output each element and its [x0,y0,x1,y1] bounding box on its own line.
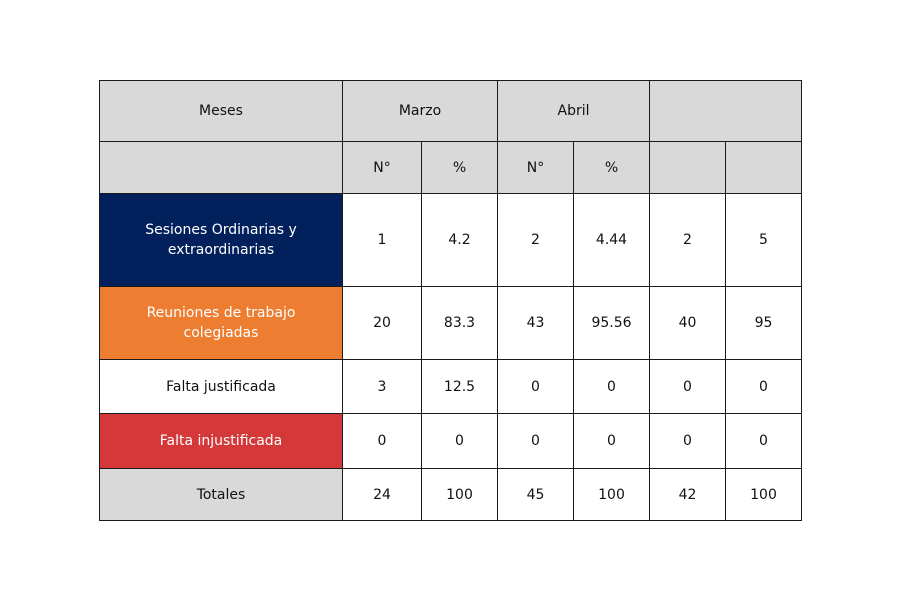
table-cell: 1 [343,194,422,287]
table-cell: 95 [726,287,802,360]
table-cell: 0 [422,414,498,469]
table-cell: 4.2 [422,194,498,287]
table-cell: 40 [650,287,726,360]
row-label-falta-injustificada: Falta injustificada [100,414,343,469]
table-cell: 5 [726,194,802,287]
subheader-cell: N° [498,142,574,194]
row-label-falta-justificada: Falta justificada [100,360,343,414]
table-row-falta-injustificada [100,414,802,469]
month-header-third [650,81,802,142]
table-cell: 0 [574,414,650,469]
totals-row [100,469,802,521]
month-header-abril: Abril [498,81,650,142]
table-row-sesiones [100,194,802,287]
table-cell: 3 [343,360,422,414]
table-cell: 0 [650,414,726,469]
subheader-cell [650,142,726,194]
total-cell: 100 [422,469,498,521]
table-cell: 12.5 [422,360,498,414]
subheader-cell: % [422,142,498,194]
row-label-sesiones: Sesiones Ordinarias y extraordinarias [100,194,343,287]
subheader-cell: % [574,142,650,194]
total-cell: 45 [498,469,574,521]
header-row [100,81,802,142]
table-row-reuniones [100,287,802,360]
row-label-reuniones: Reuniones de trabajo colegiadas [100,287,343,360]
totals-label: Totales [100,469,343,521]
table-cell: 2 [498,194,574,287]
table-cell: 43 [498,287,574,360]
table-cell: 95.56 [574,287,650,360]
table-cell: 0 [650,360,726,414]
table-cell: 0 [726,414,802,469]
month-header-marzo: Marzo [343,81,498,142]
total-cell: 100 [574,469,650,521]
total-cell: 42 [650,469,726,521]
subheader-cell: N° [343,142,422,194]
table-cell: 0 [343,414,422,469]
table-cell: 0 [498,414,574,469]
table-cell: 0 [726,360,802,414]
table-row-falta-justificada [100,360,802,414]
table-cell: 4.44 [574,194,650,287]
subheader-label-cell [100,142,343,194]
table-cell: 0 [574,360,650,414]
table-cell: 2 [650,194,726,287]
subheader-cell [726,142,802,194]
attendance-table [99,80,802,521]
total-cell: 24 [343,469,422,521]
table-cell: 20 [343,287,422,360]
table-cell: 83.3 [422,287,498,360]
total-cell: 100 [726,469,802,521]
table-cell: 0 [498,360,574,414]
months-header-cell: Meses [100,81,343,142]
subheader-row [100,142,802,194]
